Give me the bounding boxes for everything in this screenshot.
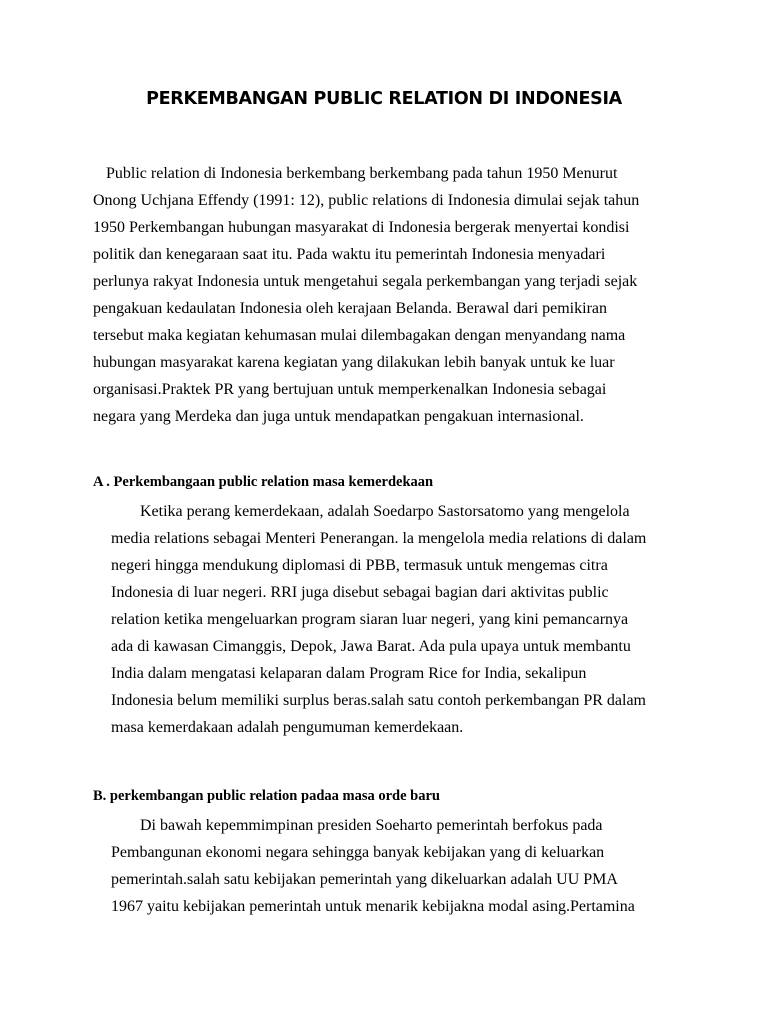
- text-line: 1967 yaitu kebijakan pemerintah untuk menarik kebijakna modal asing.Pertamina: [111, 898, 635, 915]
- text-line: politik dan kenegaraan saat itu. Pada waktu itu pemerintah Indonesia menyadari: [93, 246, 606, 263]
- intro-paragraph: [93, 160, 639, 430]
- text-line: media relations sebagai Menteri Penerangan. la mengelola media relations di dalam: [111, 530, 647, 547]
- text-line: ada di kawasan Cimanggis, Depok, Jawa Barat. Ada pula upaya untuk membantu: [111, 638, 631, 655]
- text-line: Indonesia di luar negeri. RRI juga disebut sebagai bagian dari aktivitas public: [111, 584, 609, 601]
- text-line: perlunya rakyat Indonesia untuk mengetahui segala perkembangan yang terjadi sejak: [93, 273, 638, 290]
- text-line: relation ketika mengeluarkan program siaran luar negeri, yang kini pemancarnya: [111, 611, 629, 628]
- text-line: organisasi.Praktek PR yang bertujuan untuk memperkenalkan Indonesia sebagai: [93, 381, 607, 398]
- text-line: Di bawah kepemmimpinan presiden Soeharto pemerintah berfokus pada: [140, 817, 603, 834]
- text-line: tersebut maka kegiatan kehumasan mulai dilembagakan dengan menyandang nama: [93, 327, 626, 344]
- text-line: Public relation di Indonesia berkembang berkembang pada tahun 1950 Menurut: [106, 165, 618, 182]
- text-line: hubungan masyarakat karena kegiatan yang dilakukan lebih banyak untuk ke luar: [93, 354, 615, 371]
- text-line: India dalam mengatasi kelaparan dalam Program Rice for India, sekalipun: [111, 665, 587, 682]
- document-title: PERKEMBANGAN PUBLIC RELATION DI INDONESIA: [146, 89, 622, 109]
- section-a-heading: A . Perkembangaan public relation masa kemerdekaan: [93, 474, 434, 490]
- text-line: Ketika perang kemerdekaan, adalah Soedarpo Sastorsatomo yang mengelola: [140, 503, 630, 520]
- text-line: masa kemerdakaan adalah pengumuman kemerdekaan.: [111, 719, 464, 736]
- section-a-paragraph: [111, 498, 646, 741]
- text-line: negeri hingga mendukung diplomasi di PBB, termasuk untuk mengemas citra: [111, 557, 608, 574]
- section-b-heading: B. perkembangan public relation padaa masa orde baru: [93, 788, 440, 804]
- section-b-paragraph: [111, 812, 635, 920]
- text-line: pengakuan kedaulatan Indonesia oleh kerajaan Belanda. Berawal dari pemikiran: [93, 300, 607, 317]
- text-line: 1950 Perkembangan hubungan masyarakat di Indonesia bergerak menyertai kondisi: [93, 219, 630, 236]
- text-line: Onong Uchjana Effendy (1991: 12), public relations di Indonesia dimulai sejak tahun: [93, 192, 640, 209]
- text-line: negara yang Merdeka dan juga untuk mendapatkan pengakuan internasional.: [93, 408, 584, 425]
- text-line: Indonesia belum memiliki surplus beras.salah satu contoh perkembangan PR dalam: [111, 692, 646, 709]
- text-line: pemerintah.salah satu kebijakan pemerintah yang dikeluarkan adalah UU PMA: [111, 871, 618, 888]
- text-line: Pembangunan ekonomi negara sehingga banyak kebijakan yang di keluarkan: [111, 844, 605, 861]
